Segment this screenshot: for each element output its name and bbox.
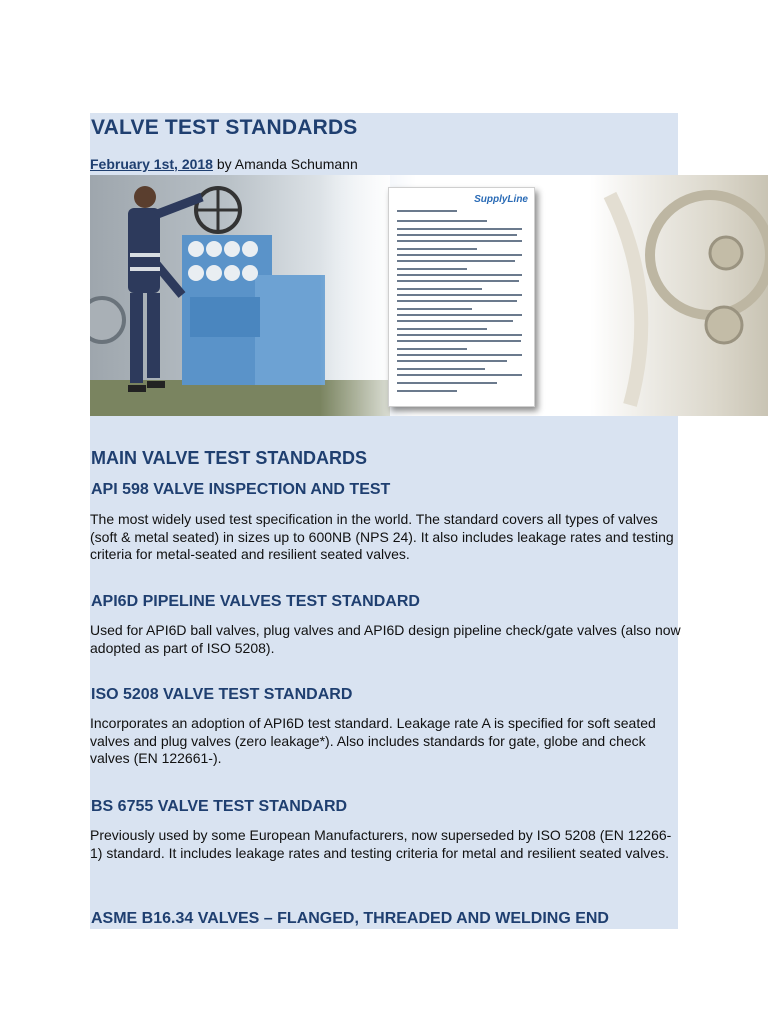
date-link[interactable]: February 1st, 2018: [90, 156, 213, 172]
bs6755-body: Previously used by some European Manufacturers, now superseded by ISO 5208 (EN 12266-1) standard. It includes leakage rates and testing criteria for metal and resilient seated valves.: [90, 827, 672, 861]
iso5208-heading: ISO 5208 VALVE TEST STANDARD: [91, 686, 353, 703]
document-thumbnail: [388, 187, 535, 407]
author-text: by Amanda Schumann: [212, 156, 358, 172]
valve-closeup-photo: [590, 175, 768, 416]
asme-heading: ASME B16.34 VALVES – FLANGED, THREADED AND WELDING END: [91, 910, 609, 927]
api6d-heading: API6D PIPELINE VALVES TEST STANDARD: [91, 593, 420, 610]
api6d-body: Used for API6D ball valves, plug valves and API6D design pipeline check/gate valves (also now adopted as part of ISO 5208).: [90, 622, 681, 656]
api598-body: The most widely used test specification in the world. The standard covers all types of valves (soft & metal seated) in sizes up to 600NB (NPS 24). It also includes leakage rates and testing criteria for metal-seated and resilient seated valves.: [90, 511, 674, 562]
api598-heading: API 598 VALVE INSPECTION AND TEST: [91, 481, 391, 498]
valve-bolts-illustration: [590, 175, 768, 416]
main-standards-heading: MAIN VALVE TEST STANDARDS: [91, 448, 368, 468]
hero-image: [90, 175, 768, 416]
article-title: VALVE TEST STANDARDS: [91, 116, 358, 139]
bs6755-heading: BS 6755 VALVE TEST STANDARD: [91, 798, 348, 815]
iso5208-body: Incorporates an adoption of API6D test standard. Leakage rate A is specified for soft seated valves and plug valves (zero leakage*). Also includes standards for gate, globe and check valves (EN 122661-).: [90, 715, 656, 766]
supplyline-logo: SupplyLine: [474, 194, 528, 205]
byline: [90, 156, 358, 172]
